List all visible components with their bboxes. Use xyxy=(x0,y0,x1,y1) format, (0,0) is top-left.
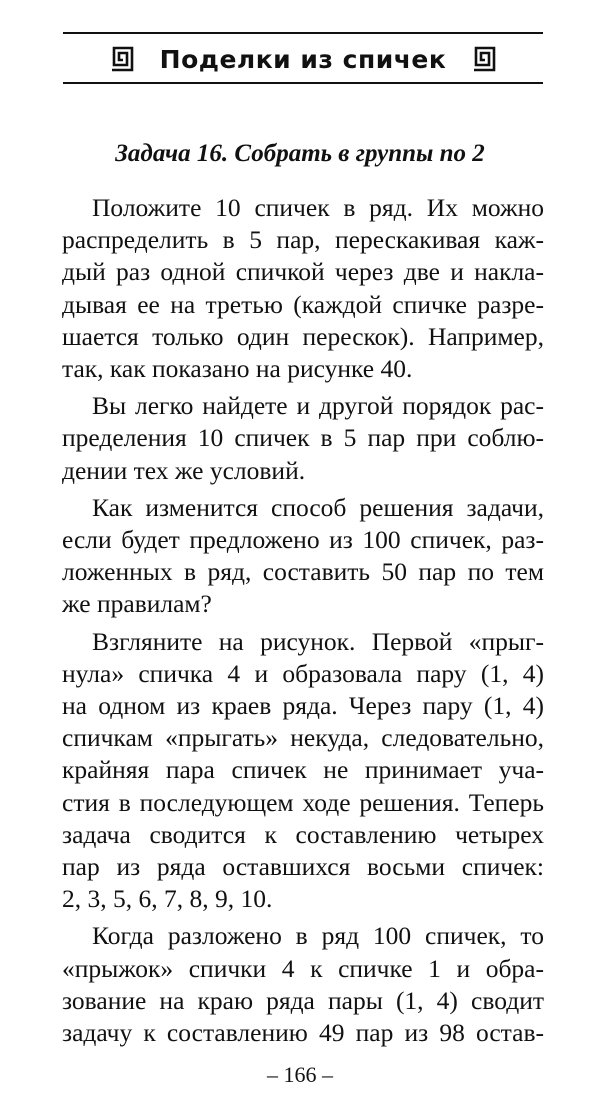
text-line: же правилам? xyxy=(62,589,212,619)
text-line: дывая ее на третью (каждой спичке разре- xyxy=(62,289,544,319)
page-number: – 166 – xyxy=(267,1062,333,1087)
text-line: стия в последующем ходе решения. Теперь xyxy=(62,787,544,817)
text-line: пар из ряда оставшихся восьми спичек: xyxy=(62,852,544,882)
text-line: задачу к составлению 49 пар из 98 остав- xyxy=(62,1018,544,1048)
body-text xyxy=(62,192,544,1049)
text-line: нула» спичка 4 и образовала пару (1, 4) xyxy=(62,658,544,688)
text-line: шается только один перескок). Например, xyxy=(62,321,544,351)
running-header xyxy=(63,38,543,80)
running-header-title: Поделки из спичек xyxy=(159,44,447,74)
text-line: так, как показано на рисунке 40. xyxy=(62,354,413,384)
text-line: спичкам «прыгать» некуда, следовательно, xyxy=(62,723,544,753)
greek-meander-icon xyxy=(472,46,496,72)
text-line: Положите 10 спичек в ряд. Их можно xyxy=(92,193,544,222)
text-line: если будет предложено из 100 спичек, раз- xyxy=(62,525,544,555)
text-line: на одном из краев ряда. Через пару (1, 4) xyxy=(62,691,544,721)
text-line: «прыжок» спички 4 к спичке 1 и обра- xyxy=(62,953,544,983)
text-line: дении тех же условий. xyxy=(62,455,306,485)
paragraph-5 xyxy=(62,920,544,1049)
text-line: крайняя пара спичек не принимает уча- xyxy=(62,755,544,785)
text-line: зование на краю ряда пары (1, 4) сводит xyxy=(62,985,544,1015)
text-line: Когда разложено в ряд 100 спичек, то xyxy=(92,921,544,951)
paragraph-1 xyxy=(62,192,544,385)
text-line: пределения 10 спичек в 5 пар при соблю- xyxy=(62,423,544,453)
text-line: Вы легко найдете и другой порядок рас- xyxy=(92,391,544,421)
header-bottom-rule xyxy=(63,82,543,84)
text-line: ложенных в ряд, составить 50 пар по тем xyxy=(62,557,544,587)
text-line: распределить в 5 пар, перескакивая каж- xyxy=(62,225,544,255)
task-title: Задача 16. Собрать в группы по 2 xyxy=(115,140,485,167)
text-line: Как изменится способ решения задачи, xyxy=(92,492,544,522)
header-top-rule xyxy=(63,32,543,34)
text-line: 2, 3, 5, 6, 7, 8, 9, 10. xyxy=(62,884,273,914)
text-line: задача сводится к составлению четырех xyxy=(62,819,544,849)
text-line: Взгляните на рисунок. Первой «прыг- xyxy=(92,626,544,656)
paragraph-3 xyxy=(62,492,544,621)
paragraph-4 xyxy=(62,626,544,916)
text-line: дый раз одной спичкой через две и накла- xyxy=(62,257,544,287)
greek-meander-icon xyxy=(110,46,134,72)
paragraph-2 xyxy=(62,390,544,487)
